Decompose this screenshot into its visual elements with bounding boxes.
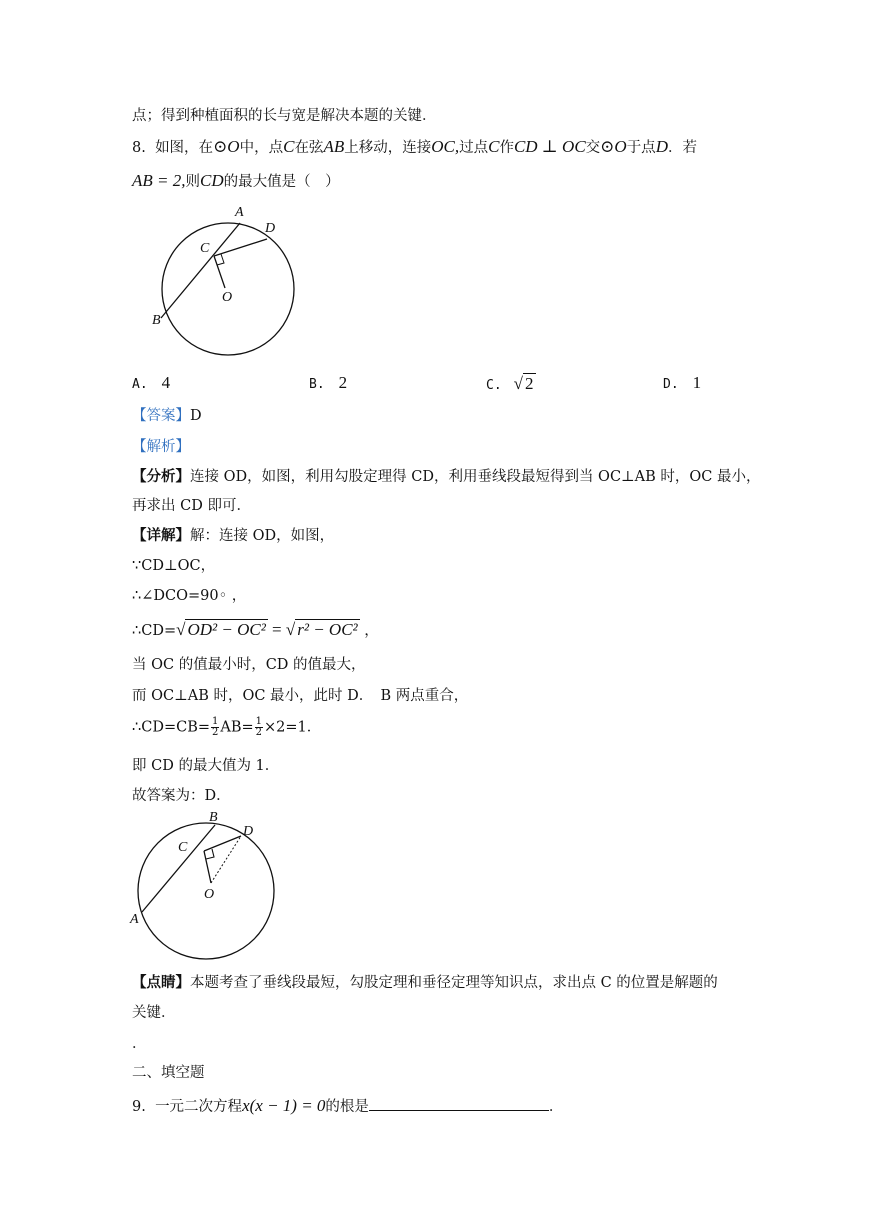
option-b: B. 2: [309, 373, 348, 392]
fenxi-line1: 【分析】连接 OD，如图，利用勾股定理得 CD，利用垂线段最短得到当 OC⊥AB 时，OC 最小，: [132, 468, 761, 485]
xiangjie-line1: 【详解】解：连接 OD，如图，: [132, 527, 335, 544]
point-C-label: C: [200, 241, 210, 256]
section-heading: 二、填空题: [132, 1065, 205, 1081]
calculation-line: ∴CD=CB= $\frac{1}{2}$ AB= $\frac{1}{2}$ ×2=1．: [132, 716, 322, 738]
fenxi-line2: 再求出 CD 即可．: [132, 498, 251, 514]
question-9: 9. 一元二次方程x(x − 1) = 0的根是 ．: [132, 1096, 564, 1115]
therefore-angle-line: ∴∠DCO=90◦ ，: [132, 588, 247, 604]
answer-line: 【答案】D: [132, 408, 202, 424]
because-line: ∵CD⊥OC，: [132, 558, 216, 574]
point-D-label: D: [243, 824, 254, 839]
previous-answer-tail: 点；得到种植面积的长与宽是解决本题的关键．: [132, 108, 437, 124]
question-8-stem-line2: AB = 2,则CD的最大值是（ ）: [132, 171, 340, 190]
min-line: 当 OC 的值最小时，CD 的值最大，: [132, 657, 366, 673]
point-A-label: A: [130, 912, 139, 927]
option-c: C. √ 2: [486, 374, 534, 393]
figure-2-circle-diagram: [128, 808, 288, 968]
point-D-label: D: [265, 221, 276, 236]
option-d: D. 1: [663, 373, 702, 392]
option-a: A. 4: [132, 373, 171, 392]
point-O-label: O: [204, 887, 215, 902]
dianjing-line1: 【点睛】本题考查了垂线段最短，勾股定理和垂径定理等知识点，求出点 C 的位置是解题的: [132, 974, 718, 991]
point-B-label: B: [209, 810, 218, 825]
therefore-cd-formula-line: ∴CD=√ OD² − OC² = √ r² − OC² ，: [132, 620, 379, 639]
analysis-heading: 【解析】: [132, 439, 190, 455]
answer-conclusion-line: 故答案为：D．: [132, 788, 231, 804]
answer-blank[interactable]: [369, 1096, 549, 1111]
max-value-line: 即 CD 的最大值为 1．: [132, 758, 280, 774]
dianjing-line2: 关键．: [132, 1005, 176, 1021]
point-A-label: A: [235, 205, 244, 220]
point-B-label: B: [152, 313, 161, 328]
point-C-label: C: [178, 840, 188, 855]
figure-1-circle-diagram: [150, 203, 310, 363]
stray-dot: ．: [132, 1036, 147, 1052]
question-8-stem-line1: 8. 如图，在⊙O中，点C在弦AB上移动，连接OC,过点C作CD ⊥ OC交⊙O于点D．若: [132, 137, 697, 156]
perp-line: 而 OC⊥AB 时，OC 最小，此时 D． B 两点重合，: [132, 688, 469, 704]
point-O-label: O: [222, 290, 233, 305]
